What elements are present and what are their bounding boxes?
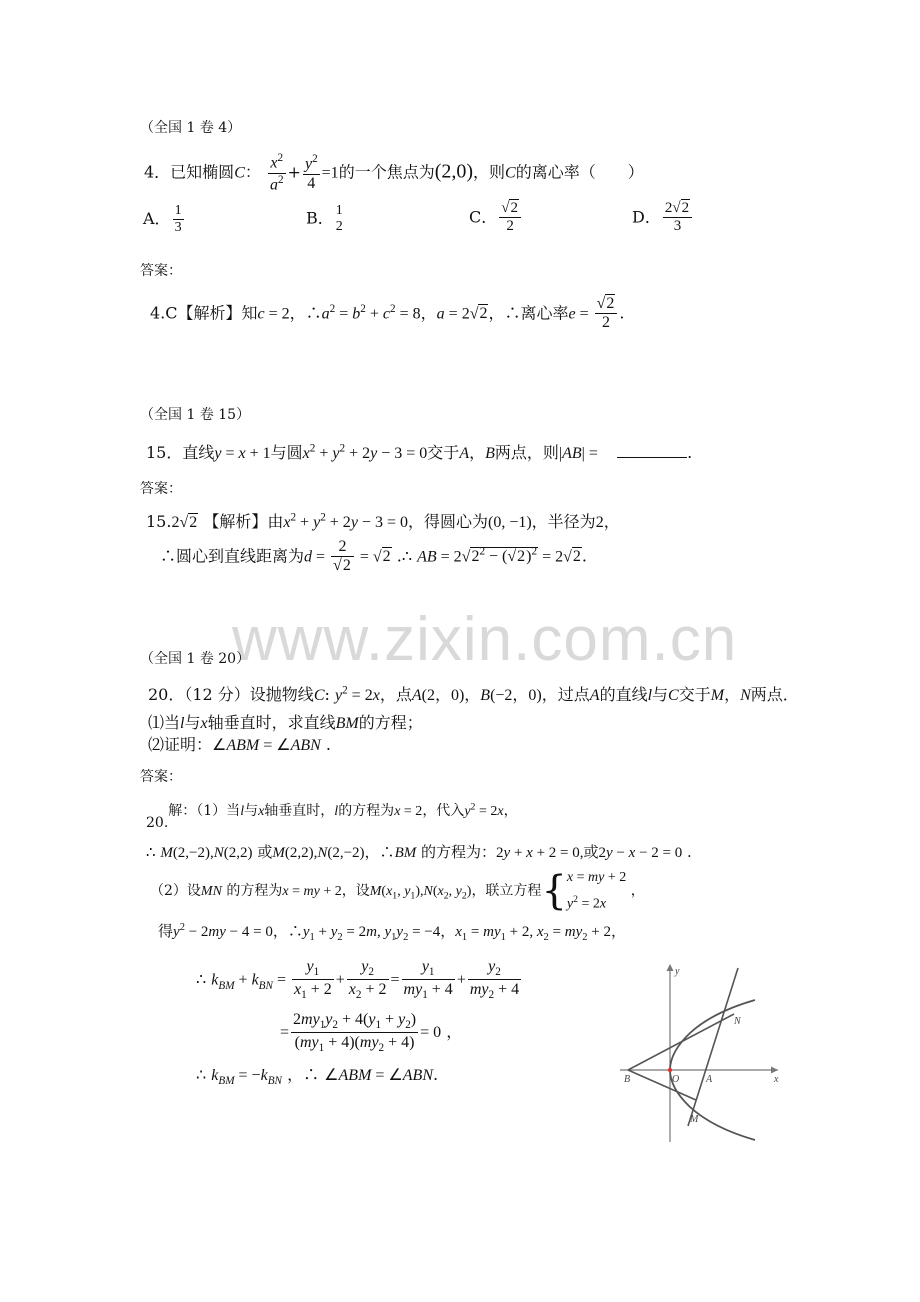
q4-suffix: ，则 [473,162,506,182]
option-d: D． $\frac{2√2}{3}$ [632,200,694,236]
watermark: www.zixin.com.cn [232,605,738,674]
question-15: 15．直线y = x + 1与圆$x^2 + y^2 + 2y - 3 = 0$交于A，B两点，则|AB| = . [146,442,693,462]
question-20: 20．（12 分）设抛物线C: $y^2 = 2x$，点A(2，0)，B(−2，0)，过点A的直线l与C交于M，N两点． [148,684,799,704]
parabola-figure [610,958,790,1148]
answer-label-q4: 答案： [140,263,182,279]
question-20-part1: ⑴当l与x轴垂直时，求直线BM的方程； [148,713,423,732]
solution-q15-line1: 15.2√2 【解析】由$x^2 + y^2 + 2y - 3 = 0$，得圆心为(0, −1)，半径为2， [146,511,620,531]
option-c: C． $\frac{√2}{2}$ [469,200,523,236]
solution-q20-line3: （2）设MN 的方程为x = my + 2，设$M(x_1$, $y_1),N(x_2$, $y_2$)，联立方程{ x = my + 2 $y^2 = 2x$ ， [150,867,645,914]
solution-q20-line4: 得$y^2 - 2my - 4 = 0$，$\therefore y_1 + y_2 = 2m$, $y_1y_2 = -4$，$x_1 = my_1 + 2$, $x_2 = my_2 + 2$， [158,922,626,943]
point-o-label: O [672,1074,680,1085]
solution-q20-line5: ∴ $k_{BM} + k_{BN}$ = $\frac{y_1}{x_1 + 2}$ + $\frac{y_2}{x_2 + 2}$ = $\frac{y_1}{my_1 + 4}$ + $\frac{y_2}{my_2 + 4}$ [196,958,520,1002]
solution-q15-line2: ∴圆心到直线距离为d = $\frac{2}{√2}$ = √2 .∴ AB = $2√2^2 - (√2)^2 = 2√2$. [160,538,587,575]
section-tag-q20: （全国 1 卷 20） [140,651,251,667]
question-4: 4．已知椭圆C： $\frac{x^2}{a^2}$ + $\frac{y^2}{4}$ =1的一个焦点为(2,0)，则C的离心率（ ） [144,152,644,194]
section-tag-q4: （全国 1 卷 4） [140,120,242,136]
line-bm [628,1070,696,1100]
option-b: B． 1 2 [306,203,343,235]
y-axis-label: y [675,966,680,977]
solution-q20-line6: = $\frac{2my_1y_2 + 4(y_1 + y_2)}{(my_1 + 4)(my_2 + 4)}$ = 0 ， [280,1011,463,1055]
section-tag-q15: （全国 1 卷 15） [140,407,251,423]
point-n-label: N [734,1016,741,1027]
y-axis-arrow [667,964,674,971]
q4-prefix: 4．已知椭圆 [144,162,235,182]
answer-label-q15: 答案： [140,481,182,497]
option-a: A． $\frac{1}{3}$ [143,203,182,236]
question-20-part2: ⑵证明：∠ABM = ∠ABN . [148,735,331,754]
solution-q4: 4.C【解析】知c = 2，$\therefore a^2 = b^2 + c^2 = 8$，a = 2√2，∴离心率e = $\frac{√2}{2}$ . [150,295,625,332]
point-b-label: B [624,1074,631,1085]
origin-point [668,1068,672,1072]
solution-q20-line7: ∴ $k_{BM} = -k_{BN}$ ，∴ ∠ABM = ∠ABN. [196,1065,439,1088]
solution-q20-line2: ∴ M(2,−2),N(2,2) 或M(2,2),N(2,−2)，∴BM 的方程为：2y + x + 2 = 0,或2y − x − 2 = 0 . [146,843,692,861]
line-bn [628,1014,734,1070]
point-a-label: A [706,1074,713,1085]
q4-end: 的离心率（ ） [515,162,644,182]
x-axis-arrow [771,1067,778,1074]
solution-q20-line1: 20.解：（1）当l与x轴垂直时，l的方程为x = 2，代入$y^2 = 2x$， [146,801,518,831]
answer-label-q20: 答案： [140,769,182,785]
line-l [688,968,738,1126]
q4-mid: 的一个焦点为 [338,162,435,182]
x-axis-label: x [774,1074,779,1085]
point-m-label: M [690,1114,699,1125]
